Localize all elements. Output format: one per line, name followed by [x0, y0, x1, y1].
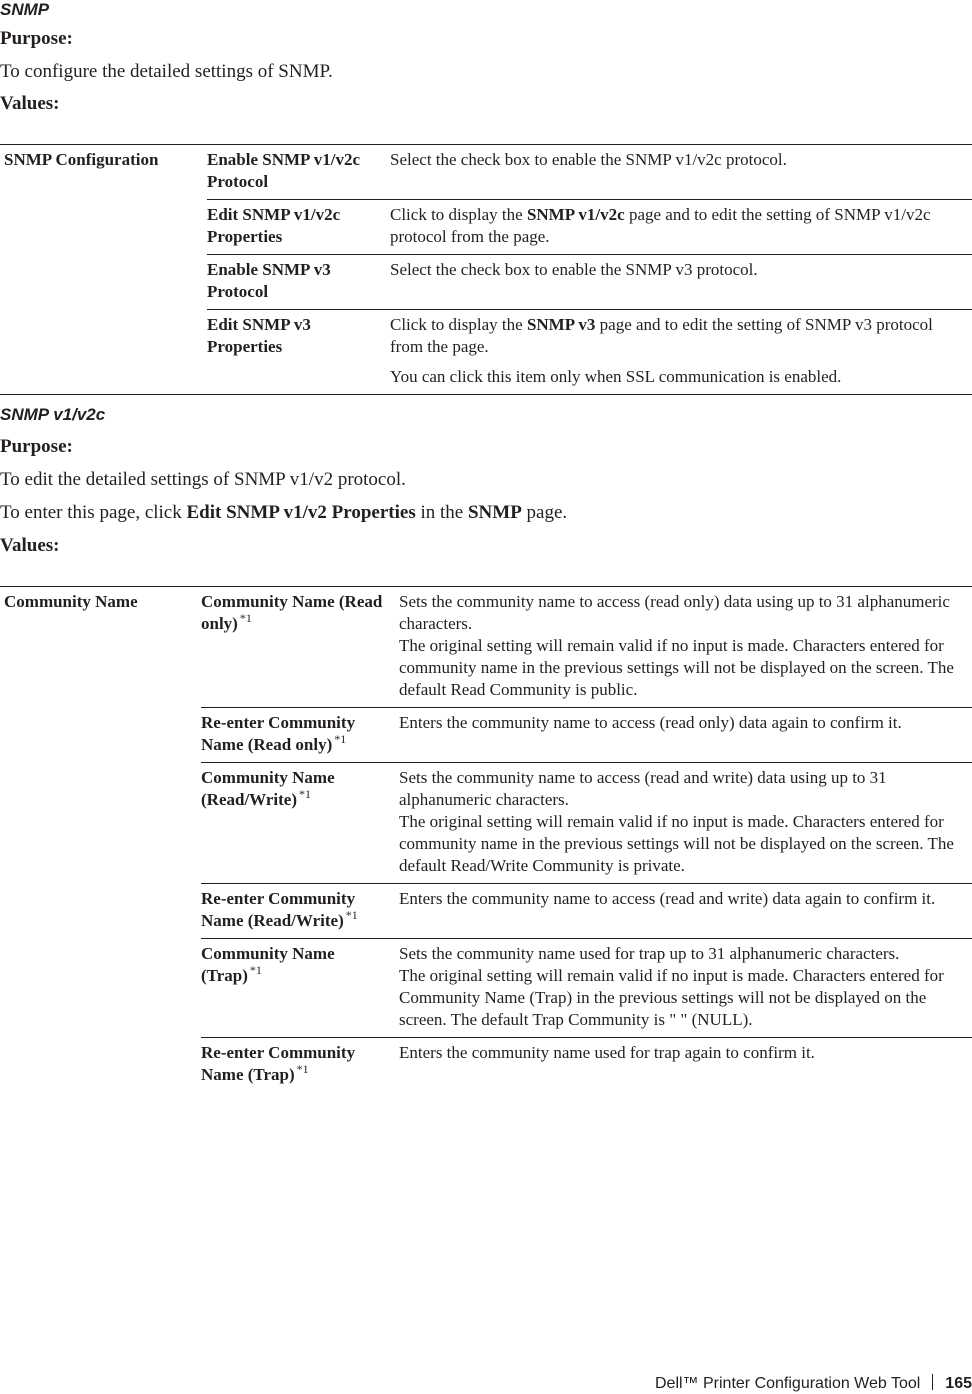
item-label: Enable SNMP v1/v2c Protocol — [207, 145, 390, 200]
item-description: Sets the community name to access (read and write) data using up to 31 alphanumeric characters. The original setting will remain valid if no input is made. Characters entered for community name in the previous settings will not be displayed on the screen. The default Read/Write Community is private. — [399, 763, 972, 884]
snmp-settings-table — [0, 144, 972, 395]
item-label: Re-enter Community Name (Read only) $^{*1}$ — [201, 708, 399, 763]
item-description: Enters the community name to access (read only) data again to confirm it. — [399, 708, 972, 763]
item-description: Sets the community name used for trap up to 31 alphanumeric characters. The original setting will remain valid if no input is made. Characters entered for Community Name (Trap) in the previous settings will not be displayed on the screen. The default Trap Community is " " (NULL). — [399, 939, 972, 1038]
footer-divider — [932, 1374, 933, 1390]
purpose-text: To configure the detailed settings of SNMP. — [0, 61, 333, 82]
item-label: Enable SNMP v3 Protocol — [207, 255, 390, 310]
group-label: SNMP Configuration — [0, 145, 207, 395]
community-name-table — [0, 586, 972, 1092]
purpose-text: To edit the detailed settings of SNMP v1/v2 protocol. — [0, 469, 406, 490]
enter-instructions: To enter this page, click Edit SNMP v1/v2 Properties in the SNMP page. — [0, 502, 568, 523]
group-label: Community Name — [0, 587, 201, 1093]
table-row — [0, 587, 972, 708]
values-label: Values: — [0, 93, 60, 114]
page-footer — [655, 1374, 972, 1393]
item-label: Edit SNMP v3 Properties — [207, 310, 390, 395]
item-description: Sets the community name to access (read only) data using up to 31 alphanumeric characters. The original setting will remain valid if no input is made. Characters entered for community name in the previous settings will not be displayed on the screen. The default Read Community is public. — [399, 587, 972, 708]
item-description: Enters the community name used for trap again to confirm it. — [399, 1038, 972, 1093]
section-heading-snmp: SNMP — [0, 0, 50, 19]
section-heading-snmp-v1v2c: SNMP v1/v2c — [0, 405, 106, 424]
footer-title: Dell™ Printer Configuration Web Tool — [654, 1375, 921, 1392]
page-number: 165 — [945, 1375, 972, 1392]
item-label: Re-enter Community Name (Trap) $^{*1}$ — [201, 1038, 399, 1093]
item-description: Enters the community name to access (read and write) data again to confirm it. — [399, 884, 972, 939]
item-description: Click to display the SNMP v1/v2c page and to edit the setting of SNMP v1/v2c protocol from the page. — [390, 200, 972, 255]
item-label: Community Name (Read only) $^{*1}$ — [201, 587, 399, 708]
purpose-label: Purpose: — [0, 28, 73, 49]
item-label: Edit SNMP v1/v2c Properties — [207, 200, 390, 255]
item-label: Community Name (Trap) $^{*1}$ — [201, 939, 399, 1038]
item-note: You can click this item only when SSL communication is enabled. — [390, 367, 842, 386]
item-description: Click to display the SNMP v3 page and to edit the setting of SNMP v3 protocol from the page. You can click this item only when SSL communication is enabled. — [390, 310, 972, 395]
item-description: Select the check box to enable the SNMP v3 protocol. — [390, 255, 972, 310]
values-label: Values: — [0, 535, 60, 556]
purpose-label: Purpose: — [0, 436, 73, 457]
table-row — [0, 145, 972, 200]
item-label: Re-enter Community Name (Read/Write) $^{*1}$ — [201, 884, 399, 939]
item-label: Community Name (Read/Write) $^{*1}$ — [201, 763, 399, 884]
item-description: Select the check box to enable the SNMP v1/v2c protocol. — [390, 145, 972, 200]
